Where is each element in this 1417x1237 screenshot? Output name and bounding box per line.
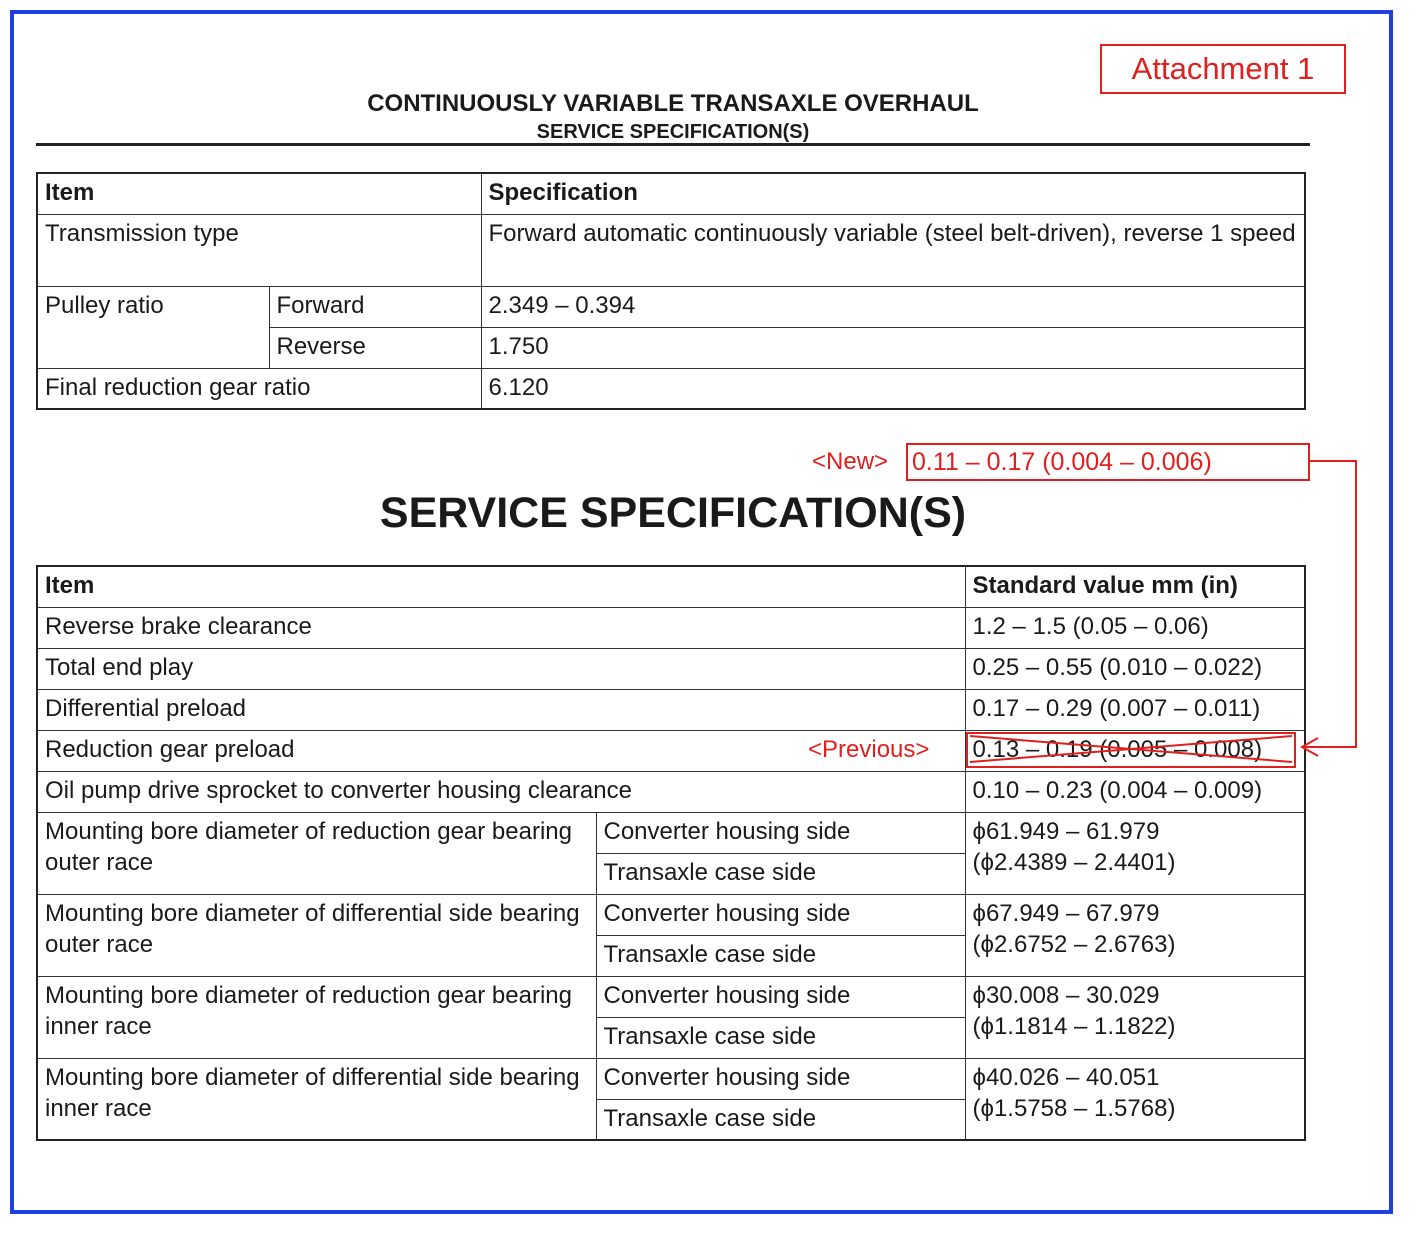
bore-value-in: (ϕ2.6752 – 2.6763)	[972, 930, 1176, 958]
bore-value-mm: ϕ67.949 – 67.979	[972, 899, 1160, 927]
bore-value	[965, 812, 1305, 894]
bore-item: Mounting bore diameter of reduction gear bearing inner race	[37, 976, 596, 1058]
table-row	[37, 648, 1305, 689]
table-row	[37, 771, 1305, 812]
bore-item: Mounting bore diameter of reduction gear bearing outer race	[37, 812, 596, 894]
previous-annotation-label: <Previous>	[808, 736, 930, 763]
bore-side: Converter housing side	[596, 894, 965, 935]
column-header-standard-value: Standard value mm (in)	[965, 566, 1305, 607]
bore-side: Converter housing side	[596, 976, 965, 1017]
title-divider	[36, 143, 1310, 146]
table-row	[37, 1058, 1305, 1099]
column-header-item: Item	[37, 173, 481, 214]
document-subtitle: SERVICE SPECIFICATION(S)	[536, 121, 810, 143]
table-row	[37, 214, 1305, 286]
bore-value-in: (ϕ1.1814 – 1.1822)	[972, 1012, 1176, 1040]
general-spec-table	[36, 172, 1306, 410]
bore-side: Transaxle case side	[596, 1017, 965, 1058]
bore-side: Converter housing side	[596, 812, 965, 853]
column-header-item: Item	[37, 566, 965, 607]
bore-item: Mounting bore diameter of differential side bearing inner race	[37, 1058, 596, 1140]
bore-value-mm: ϕ30.008 – 30.029	[972, 981, 1160, 1009]
attachment-label: Attachment 1	[1100, 44, 1346, 94]
table-row	[37, 368, 1305, 409]
row-value: 0.10 – 0.23 (0.004 – 0.009)	[965, 771, 1305, 812]
row-item: Differential preload	[37, 689, 965, 730]
row-value: 1.2 – 1.5 (0.05 – 0.06)	[965, 607, 1305, 648]
service-spec-table	[36, 565, 1306, 1141]
pulley-reverse-value: 1.750	[481, 327, 1305, 368]
bore-value-in: (ϕ2.4389 – 2.4401)	[972, 848, 1176, 876]
final-reduction-label: Final reduction gear ratio	[37, 368, 481, 409]
bore-item: Mounting bore diameter of differential side bearing outer race	[37, 894, 596, 976]
pulley-forward-value: 2.349 – 0.394	[481, 286, 1305, 327]
bore-value-mm: ϕ61.949 – 61.979	[972, 817, 1160, 845]
table-row	[37, 976, 1305, 1017]
table-header-row	[37, 566, 1305, 607]
bore-value	[965, 894, 1305, 976]
pulley-ratio-label: Pulley ratio	[37, 286, 269, 368]
table-row	[37, 894, 1305, 935]
table-row	[37, 689, 1305, 730]
pulley-reverse-label: Reverse	[269, 327, 481, 368]
bore-value	[965, 976, 1305, 1058]
transmission-type-value: Forward automatic continuously variable (steel belt-driven), reverse 1 speed	[481, 214, 1305, 286]
new-value-box: 0.11 – 0.17 (0.004 – 0.006)	[906, 443, 1310, 481]
document-title: CONTINUOUSLY VARIABLE TRANSAXLE OVERHAUL	[367, 90, 979, 117]
pulley-forward-label: Forward	[269, 286, 481, 327]
table-header-row	[37, 173, 1305, 214]
column-header-specification: Specification	[481, 173, 1305, 214]
row-item: Total end play	[37, 648, 965, 689]
row-value: 0.17 – 0.29 (0.007 – 0.011)	[965, 689, 1305, 730]
section-title: SERVICE SPECIFICATION(S)	[379, 489, 967, 537]
bore-side: Transaxle case side	[596, 935, 965, 976]
row-item: Reverse brake clearance	[37, 607, 965, 648]
transmission-type-label: Transmission type	[37, 214, 481, 286]
bore-side: Converter housing side	[596, 1058, 965, 1099]
table-row	[37, 812, 1305, 853]
row-item: Reduction gear preload	[37, 730, 965, 771]
final-reduction-value: 6.120	[481, 368, 1305, 409]
bore-value-mm: ϕ40.026 – 40.051	[972, 1063, 1160, 1091]
previous-value-cell: 0.13 – 0.19 (0.005 – 0.008)	[965, 730, 1305, 771]
table-row	[37, 286, 1305, 327]
bore-value-in: (ϕ1.5758 – 1.5768)	[972, 1094, 1176, 1122]
row-item: Oil pump drive sprocket to converter housing clearance	[37, 771, 965, 812]
bore-side: Transaxle case side	[596, 1099, 965, 1140]
previous-value-highlight-box	[966, 732, 1296, 768]
row-value: 0.25 – 0.55 (0.010 – 0.022)	[965, 648, 1305, 689]
bore-value	[965, 1058, 1305, 1140]
new-annotation-label: <New>	[812, 448, 889, 475]
bore-side: Transaxle case side	[596, 853, 965, 894]
table-row	[37, 607, 1305, 648]
